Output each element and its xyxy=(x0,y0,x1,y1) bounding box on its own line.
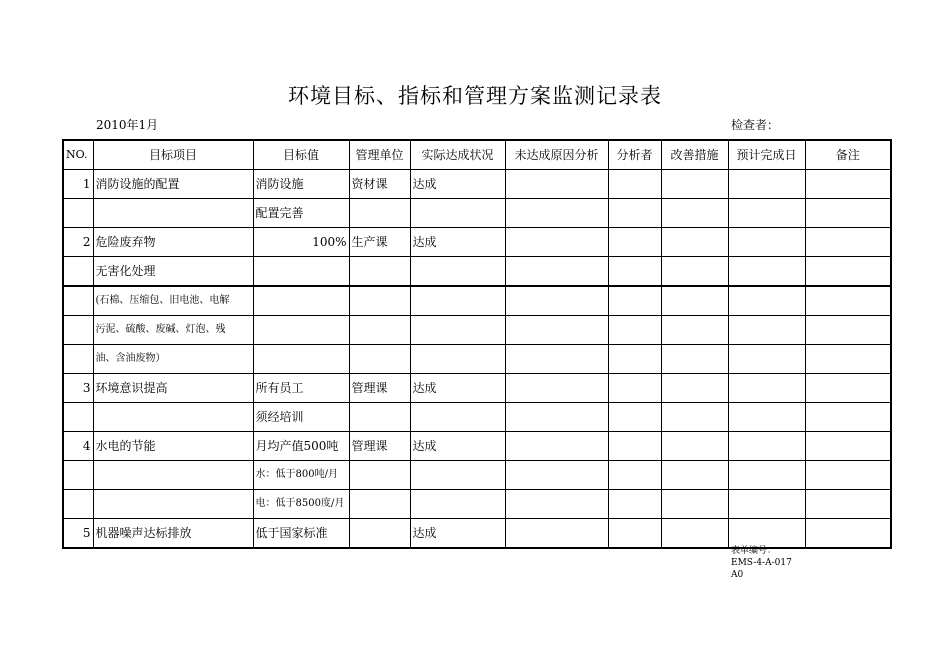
row-cell xyxy=(505,170,608,199)
table-row xyxy=(63,490,891,519)
table-row xyxy=(63,257,891,287)
table-row xyxy=(63,228,891,257)
row-cell xyxy=(608,170,661,199)
row-no: 1 xyxy=(63,170,93,199)
row-target: 配置完善 xyxy=(253,199,349,228)
row-item: 危险废弃物 xyxy=(93,228,253,257)
header-target-value: 目标值 xyxy=(253,140,349,170)
table-row xyxy=(63,374,891,403)
row-cell xyxy=(728,490,805,519)
row-no: 4 xyxy=(63,432,93,461)
row-cell xyxy=(505,257,608,287)
row-no xyxy=(63,345,93,374)
row-cell xyxy=(505,345,608,374)
header-actual-status: 实际达成状况 xyxy=(410,140,505,170)
table-row xyxy=(63,170,891,199)
row-unit xyxy=(349,316,410,345)
row-cell xyxy=(805,257,891,287)
row-cell xyxy=(805,461,891,490)
row-cell xyxy=(505,228,608,257)
row-unit: 生产课 xyxy=(349,228,410,257)
row-cell xyxy=(608,432,661,461)
row-no xyxy=(63,461,93,490)
row-status xyxy=(410,403,505,432)
row-no xyxy=(63,490,93,519)
row-cell xyxy=(661,257,728,287)
row-item: (石棉、压缩包、旧电池、电解 xyxy=(93,286,253,316)
row-cell xyxy=(728,199,805,228)
row-cell xyxy=(661,228,728,257)
row-cell xyxy=(805,286,891,316)
row-no: 3 xyxy=(63,374,93,403)
inspector-label: 检查者： xyxy=(731,118,780,132)
row-cell xyxy=(805,316,891,345)
header-analyst: 分析者 xyxy=(608,140,661,170)
form-footer xyxy=(731,545,792,581)
row-cell xyxy=(608,490,661,519)
header-remarks: 备注 xyxy=(805,140,891,170)
row-cell xyxy=(661,403,728,432)
row-cell xyxy=(608,345,661,374)
row-item: 环境意识提高 xyxy=(93,374,253,403)
row-target: 须经培训 xyxy=(253,403,349,432)
row-item: 污泥、硫酸、废碱、灯泡、残 xyxy=(93,316,253,345)
row-target xyxy=(253,345,349,374)
header-target-item: 目标项目 xyxy=(93,140,253,170)
table-row xyxy=(63,316,891,345)
row-cell xyxy=(661,374,728,403)
row-cell xyxy=(805,403,891,432)
row-cell xyxy=(728,432,805,461)
row-cell xyxy=(728,170,805,199)
row-cell xyxy=(505,199,608,228)
row-cell xyxy=(805,490,891,519)
row-item: 消防设施的配置 xyxy=(93,170,253,199)
record-date: 2010年1月 xyxy=(96,118,159,132)
row-cell xyxy=(805,345,891,374)
row-cell xyxy=(728,461,805,490)
row-cell xyxy=(661,316,728,345)
row-cell xyxy=(661,345,728,374)
row-cell xyxy=(608,374,661,403)
row-unit xyxy=(349,345,410,374)
table-row xyxy=(63,286,891,316)
row-cell xyxy=(661,170,728,199)
row-no xyxy=(63,403,93,432)
row-cell xyxy=(728,374,805,403)
row-item xyxy=(93,490,253,519)
row-cell xyxy=(505,490,608,519)
row-status xyxy=(410,199,505,228)
table-row xyxy=(63,345,891,374)
row-unit xyxy=(349,519,410,549)
row-cell xyxy=(805,374,891,403)
row-status xyxy=(410,257,505,287)
row-cell xyxy=(608,257,661,287)
row-cell xyxy=(608,199,661,228)
row-cell xyxy=(661,199,728,228)
row-unit xyxy=(349,257,410,287)
header-management-unit: 管理单位 xyxy=(349,140,410,170)
table-row xyxy=(63,432,891,461)
row-cell xyxy=(608,316,661,345)
row-item xyxy=(93,461,253,490)
row-status xyxy=(410,316,505,345)
row-status: 达成 xyxy=(410,519,505,549)
row-cell xyxy=(728,345,805,374)
row-cell xyxy=(608,519,661,549)
table-row xyxy=(63,403,891,432)
document-title: 环境目标、指标和管理方案监测记录表 xyxy=(288,84,662,108)
row-cell xyxy=(505,461,608,490)
row-no xyxy=(63,286,93,316)
row-cell xyxy=(505,403,608,432)
row-status xyxy=(410,490,505,519)
row-unit xyxy=(349,403,410,432)
row-item: 水电的节能 xyxy=(93,432,253,461)
row-cell xyxy=(505,374,608,403)
row-cell xyxy=(661,432,728,461)
row-item xyxy=(93,199,253,228)
header-no: NO. xyxy=(63,140,93,170)
row-cell xyxy=(661,519,728,549)
row-cell xyxy=(805,432,891,461)
row-cell xyxy=(728,403,805,432)
header-row xyxy=(63,140,891,170)
row-no xyxy=(63,257,93,287)
row-unit: 资材课 xyxy=(349,170,410,199)
row-cell xyxy=(805,199,891,228)
row-unit xyxy=(349,199,410,228)
row-status xyxy=(410,286,505,316)
row-target: 低于国家标准 xyxy=(253,519,349,549)
row-cell xyxy=(805,170,891,199)
row-unit xyxy=(349,490,410,519)
row-target xyxy=(253,257,349,287)
header-expected-date: 预计完成日 xyxy=(728,140,805,170)
row-unit: 管理课 xyxy=(349,374,410,403)
row-status: 达成 xyxy=(410,432,505,461)
row-cell xyxy=(661,286,728,316)
row-no xyxy=(63,316,93,345)
row-cell xyxy=(728,257,805,287)
row-target xyxy=(253,316,349,345)
table-row xyxy=(63,519,891,549)
row-cell xyxy=(805,228,891,257)
row-cell xyxy=(728,286,805,316)
row-unit: 管理课 xyxy=(349,432,410,461)
row-status: 达成 xyxy=(410,228,505,257)
row-item xyxy=(93,403,253,432)
form-version: A0 xyxy=(731,570,744,580)
table-row xyxy=(63,461,891,490)
table-row xyxy=(63,199,891,228)
row-item: 机器噪声达标排放 xyxy=(93,519,253,549)
row-cell xyxy=(661,490,728,519)
row-no xyxy=(63,199,93,228)
header-failure-analysis: 未达成原因分析 xyxy=(505,140,608,170)
row-cell xyxy=(608,403,661,432)
form-code: EMS-4-A-017 xyxy=(731,558,792,568)
row-target: 所有员工 xyxy=(253,374,349,403)
row-cell xyxy=(505,519,608,549)
row-status: 达成 xyxy=(410,170,505,199)
header-improvement: 改善措施 xyxy=(661,140,728,170)
monitoring-record-table xyxy=(62,139,892,549)
row-cell xyxy=(608,461,661,490)
row-item: 无害化处理 xyxy=(93,257,253,287)
row-cell xyxy=(661,461,728,490)
row-target: 电：低于8500度/月 xyxy=(253,490,349,519)
row-cell xyxy=(728,228,805,257)
row-cell xyxy=(505,286,608,316)
row-target xyxy=(253,286,349,316)
row-status xyxy=(410,345,505,374)
row-cell xyxy=(505,316,608,345)
row-item: 油、含油废物） xyxy=(93,345,253,374)
row-cell xyxy=(505,432,608,461)
row-target: 月均产值500吨 xyxy=(253,432,349,461)
row-cell xyxy=(608,286,661,316)
row-target: 水：低于800吨/月 xyxy=(253,461,349,490)
row-cell xyxy=(805,519,891,549)
row-status xyxy=(410,461,505,490)
row-no: 5 xyxy=(63,519,93,549)
row-cell xyxy=(728,519,805,549)
row-cell xyxy=(608,228,661,257)
row-unit xyxy=(349,286,410,316)
row-cell xyxy=(728,316,805,345)
row-no: 2 xyxy=(63,228,93,257)
row-target: 100% xyxy=(253,228,349,257)
form-number-label: 表单编号： xyxy=(731,546,777,556)
row-unit xyxy=(349,461,410,490)
row-status: 达成 xyxy=(410,374,505,403)
row-target: 消防设施 xyxy=(253,170,349,199)
